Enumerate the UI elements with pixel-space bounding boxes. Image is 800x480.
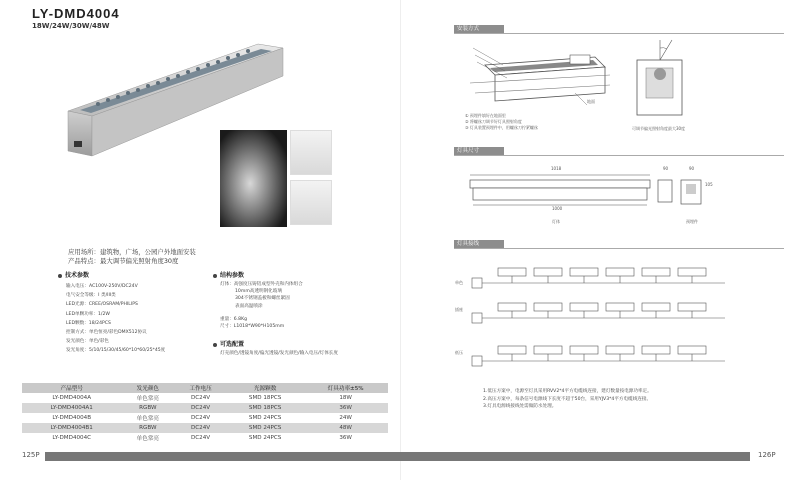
install-note: ③ 灯具装置预埋件中，用螺丝刀拧紧螺丝: [465, 125, 538, 130]
view-label-embed: 预埋件: [686, 219, 698, 224]
product-table: [22, 383, 388, 443]
wiring-heading: 灯具接线: [454, 240, 504, 248]
wiring-label-low: 低压: [455, 350, 463, 355]
col-led-count: 光源颗数: [227, 383, 303, 393]
tech-heading: 技术参数: [58, 270, 89, 279]
struct-param: 10mm高透明钢化玻璃: [235, 289, 282, 295]
dimension-divider: [454, 155, 784, 156]
table-row: LY-DMD4004B1 RGBW DC24V SMD 24PCS 48W: [22, 423, 388, 433]
footer-bar-left: [45, 452, 400, 461]
fixture-detail-thumb-1: [290, 130, 332, 175]
tech-params: [66, 282, 165, 356]
fixture-detail-thumb-2: [290, 180, 332, 225]
wiring-diagram: [470, 258, 740, 373]
view-label-fixture: 灯体: [552, 219, 560, 224]
dimension-diagram: [465, 170, 715, 215]
table-row: LY-DMD4004A1 RGBW DC24V SMD 18PCS 36W: [22, 403, 388, 413]
table-header-row: [22, 383, 388, 393]
table-row: LY-DMD4004C 单色常亮 DC24V SMD 24PCS 36W: [52, 435, 352, 442]
ground-label: 地面: [587, 99, 595, 104]
page-number-right: 126P: [758, 451, 776, 459]
usage-block: [68, 248, 196, 266]
footer-bar-right: [400, 452, 750, 461]
tech-param: LED单颗功率：1/2W: [66, 311, 110, 317]
dim-90-side: 90: [689, 166, 695, 171]
wiring-note: 1.低压方案中，电源至灯具采用RVV2*4平方电缆线连接，建灯数量按电源功率定。: [483, 389, 652, 394]
tech-param: LED光源：CREE/OSRAM/PHILIPS: [66, 302, 138, 308]
install-notes: [465, 113, 538, 131]
feature-text: 产品特点：最大调节偏光照射角度30度: [68, 257, 179, 265]
wiring-note: 2.高压方案中，每条信号电源线下长度不超于50台，采用YJV3*4平方电缆线连接。: [483, 396, 652, 402]
struct-param: 表面高温喷涂: [235, 303, 263, 309]
tech-param: 电气安全等级：I 类/III类: [66, 293, 116, 299]
tech-param: 控制方式：单色恒亮/彩色DMX512协议: [66, 330, 147, 336]
dimension-heading: 灯具尺寸: [454, 147, 504, 155]
angle-diagram: [632, 38, 687, 118]
wiring-label-single: 单色: [455, 280, 463, 285]
struct-param: 304不锈钢盖板和螺丝紧固: [235, 296, 290, 302]
col-model: 产品型号: [22, 383, 121, 393]
options-heading: 可选配置: [213, 339, 244, 348]
col-power: 灯具功率±5%: [303, 383, 388, 393]
tech-param: 发光角度：5/10/15/30/45/60*10*60/25*45度: [66, 348, 166, 354]
weight: 重量：6.8Kg: [220, 316, 248, 322]
usage-text: 应用场所：建筑物，广场，公园户外地面安装: [68, 248, 196, 256]
table-row: LY-DMD4004B 单色常亮 DC24V SMD 24PCS 24W: [52, 415, 352, 422]
tech-param: LED颗数：18/24PCS: [66, 320, 111, 326]
install-note: ② 将螺丝刀调节好灯具照射角度: [465, 119, 522, 124]
dim-1000: 1000: [552, 206, 563, 211]
install-heading: 安装方式: [454, 25, 504, 33]
install-note: ① 预埋件填好在地面里: [465, 113, 506, 118]
light-effect-photo: [220, 130, 287, 227]
dim-105: 105: [705, 182, 713, 187]
table-row: LY-DMD4004A 单色常亮 DC24V SMD 18PCS 18W: [52, 395, 352, 402]
wiring-notes: [483, 388, 652, 411]
struct-heading: 结构参数: [213, 270, 244, 279]
bullet-icon: [58, 274, 62, 278]
install-divider: [454, 33, 784, 34]
wiring-divider: [454, 248, 784, 249]
bullet-icon: [213, 274, 217, 278]
options-text: 灯壳颜色/透镜角度/偏光透镜/发光颜色/输入电压/灯体长度: [220, 351, 338, 356]
struct-params: [220, 281, 303, 330]
size: 尺寸：L1018*W90*H105mm: [220, 324, 285, 330]
tech-param: 发光颜色：单色/彩色: [66, 339, 109, 345]
product-wattages: 18W/24W/30W/48W: [32, 22, 110, 30]
product-title: LY-DMD4004: [32, 6, 120, 21]
wiring-note: 3.灯具电源线接线处需做防水处理。: [483, 404, 557, 409]
dim-1018: 1018: [551, 166, 562, 171]
bullet-icon: [213, 343, 217, 347]
page-number-left: 125P: [22, 451, 40, 459]
tech-param: 输入电压：AC100V-250V/DC24V: [66, 284, 138, 289]
dim-90-top: 90: [663, 166, 669, 171]
install-caption-2: 可调节偏光照射角度最大30度: [632, 126, 686, 131]
struct-param: 灯体：高强度压铸铝成型外壳和内体组合: [220, 282, 303, 287]
col-voltage: 工作电压: [174, 383, 227, 393]
wiring-label-socket: 插座: [455, 307, 463, 312]
col-color: 发光颜色: [121, 383, 174, 393]
